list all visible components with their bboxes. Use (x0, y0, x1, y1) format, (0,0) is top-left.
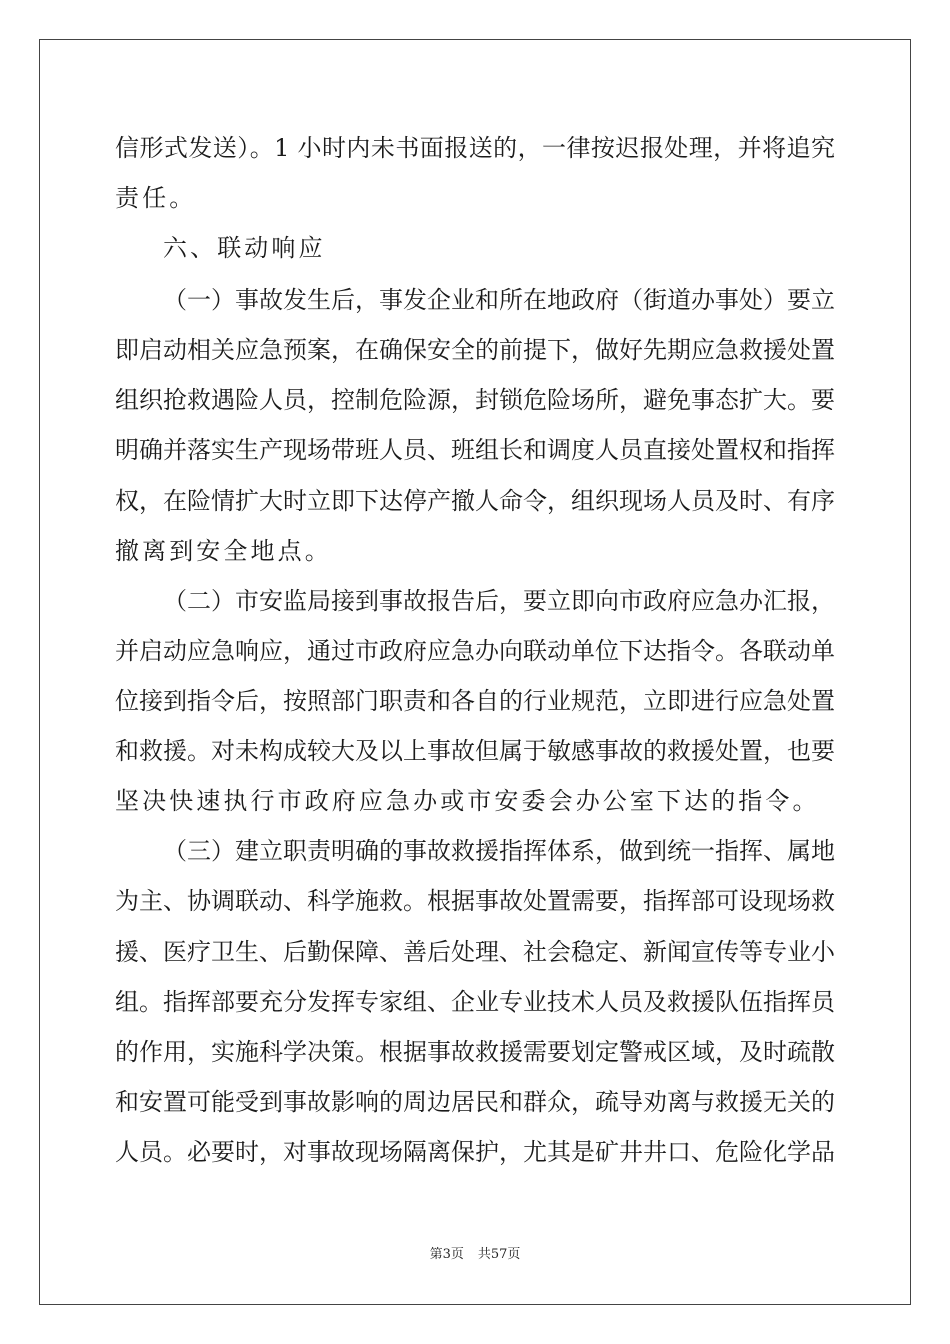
body-line-21: 人员。必要时，对事故现场隔离保护，尤其是矿井井口、危险化学品 (115, 1138, 835, 1166)
section-heading: 六、联动响应 (163, 234, 326, 262)
body-line-7: 明确并落实生产现场带班人员、班组长和调度人员直接处置权和指挥 (115, 436, 835, 464)
body-line-14: 坚决快速执行市政府应急办或市安委会办公室下达的指令。 (115, 787, 820, 815)
body-line-16: 为主、协调联动、科学施救。根据事故处置需要，指挥部可设现场救 (115, 887, 835, 915)
body-line-20: 和安置可能受到事故影响的周边居民和群众，疏导劝离与救援无关的 (115, 1088, 835, 1116)
page-number: 第3页 (429, 1247, 464, 1262)
body-line-1: 信形式发送）。1 小时内未书面报送的，一律按迟报处理，并将追究 (115, 134, 835, 162)
page-footer (0, 1246, 950, 1264)
body-line-6: 组织抢救遇险人员，控制危险源，封锁危险场所，避免事态扩大。要 (115, 386, 835, 414)
body-line-5: 即启动相关应急预案，在确保安全的前提下，做好先期应急救援处置 (115, 336, 835, 364)
body-line-12: 位接到指令后，按照部门职责和各自的行业规范，立即进行应急处置 (115, 687, 835, 715)
body-line-19: 的作用，实施科学决策。根据事故救援需要划定警戒区域，及时疏散 (115, 1038, 835, 1066)
body-line-9: 撤离到安全地点。 (115, 537, 332, 565)
body-line-13: 和救援。对未构成较大及以上事故但属于敏感事故的救援处置，也要 (115, 737, 835, 765)
body-line-18: 组。指挥部要充分发挥专家组、企业专业技术人员及救援队伍指挥员 (115, 988, 835, 1016)
body-line-11: 并启动应急响应，通过市政府应急办向联动单位下达指令。各联动单 (115, 637, 835, 665)
body-line-10: （二）市安监局接到事故报告后，要立即向市政府应急办汇报， (163, 587, 835, 615)
total-pages: 共57页 (477, 1247, 521, 1262)
body-line-4: （一）事故发生后，事发企业和所在地政府（街道办事处）要立 (163, 286, 835, 314)
body-line-15: （三）建立职责明确的事故救援指挥体系，做到统一指挥、属地 (163, 837, 835, 865)
body-line-17: 援、医疗卫生、后勤保障、善后处理、社会稳定、新闻宣传等专业小 (115, 938, 835, 966)
body-line-8: 权，在险情扩大时立即下达停产撤人命令，组织现场人员及时、有序 (115, 487, 835, 515)
body-line-2: 责任。 (115, 184, 197, 212)
